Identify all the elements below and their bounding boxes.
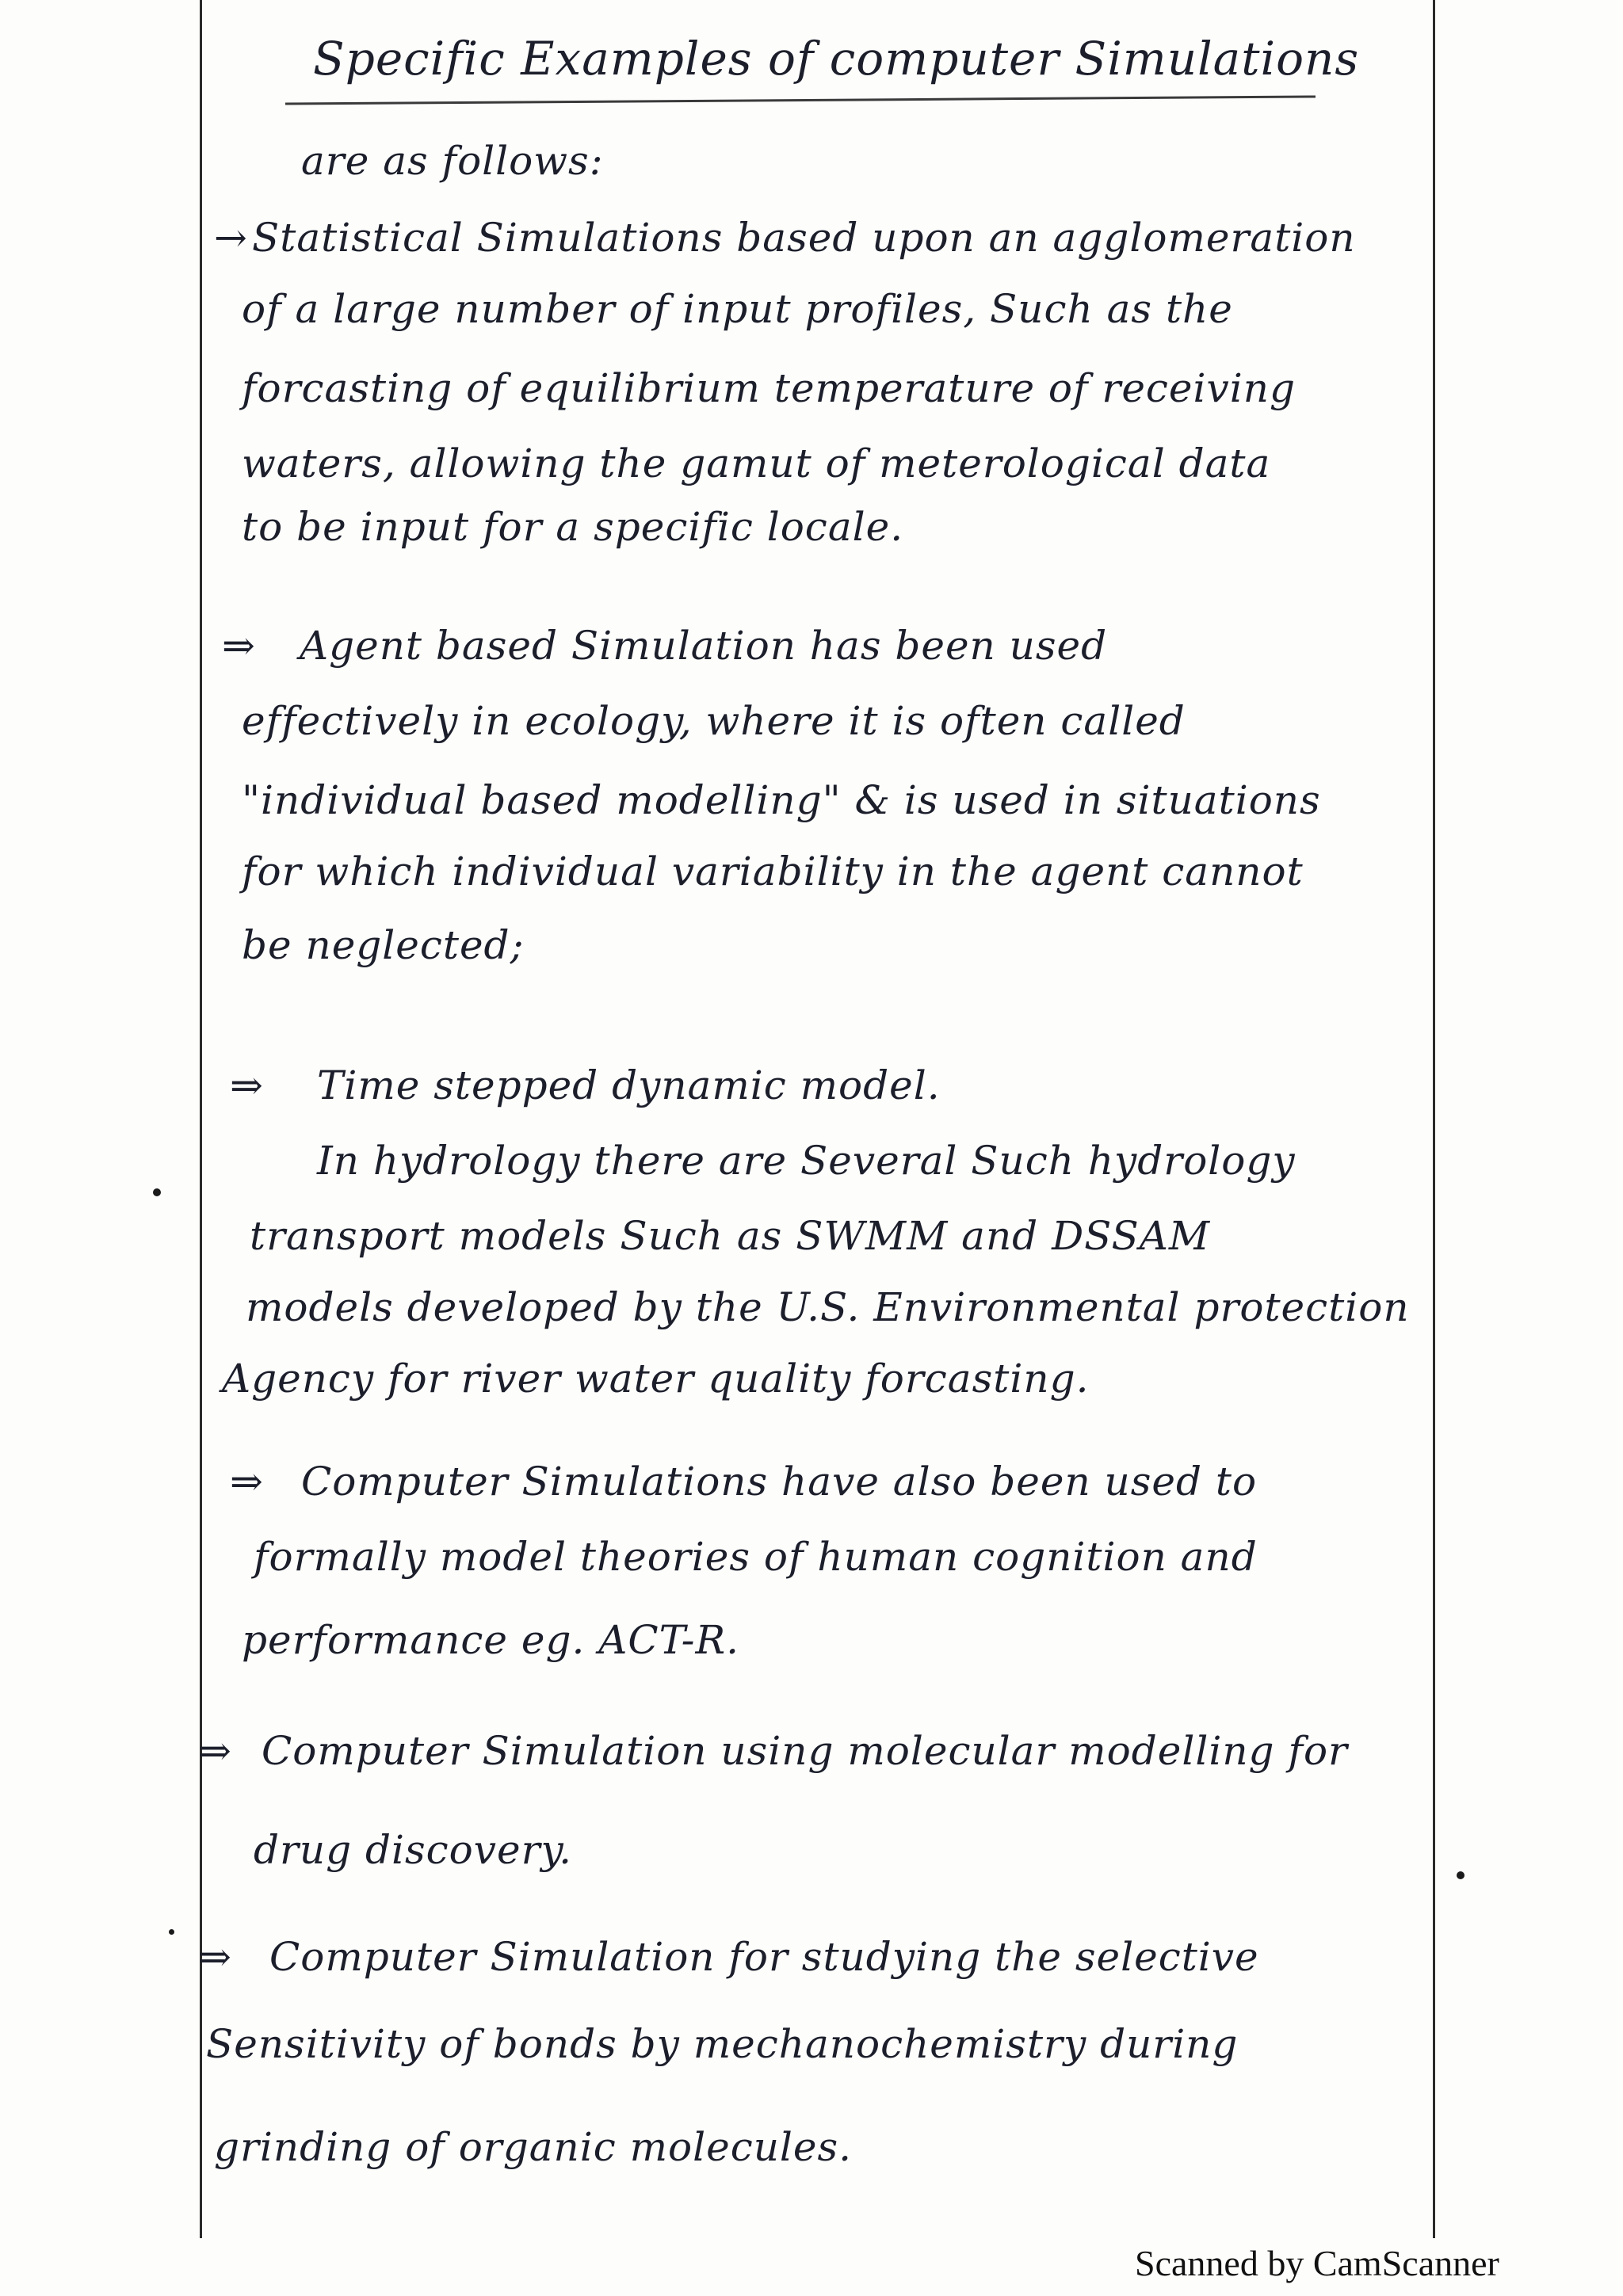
item-6-line-1: Computer Simulation for studying the selective [269,1934,1259,1980]
item-4-line-3: performance eg. ACT-R. [242,1617,740,1663]
item-1-line-4: waters, allowing the gamut of meterological data [242,441,1271,486]
item-5-marker: ⇒ [198,1728,232,1774]
item-3-line-1: Time stepped dynamic model. [317,1062,941,1108]
page-title: Specific Examples of computer Simulations [313,32,1360,86]
item-1-line-5: to be input for a specific locale. [242,504,904,550]
item-2-line-2: effectively in ecology, where it is often called [242,698,1186,744]
left-margin-line [200,0,202,2238]
scan-speck [169,1929,174,1935]
item-4-line-1: Computer Simulations have also been used to [301,1459,1258,1505]
item-6-line-3: grinding of organic molecules. [214,2124,853,2170]
item-3-line-4: models developed by the U.S. Environmental protection [246,1284,1410,1330]
item-5-line-2: drug discovery. [254,1827,573,1873]
item-6-line-2: Sensitivity of bonds by mechanochemistry during [206,2021,1239,2067]
item-4-marker: ⇒ [230,1459,264,1505]
scan-speck [1457,1871,1465,1879]
item-6-marker: ⇒ [198,1934,232,1980]
item-1-marker: → [214,215,248,261]
item-3-line-5: Agency for river water quality forcasting. [222,1356,1090,1402]
item-1-line-3: forcasting of equilibrium temperature of receiving [242,365,1296,411]
item-1-line-1: Statistical Simulations based upon an agglomeration [252,215,1356,261]
item-1-line-2: of a large number of input profiles, Such as the [242,286,1233,332]
item-2-line-5: be neglected; [242,922,525,968]
item-4-line-2: formally model theories of human cognition and [254,1534,1258,1580]
right-margin-line [1433,0,1435,2238]
item-5-line-1: Computer Simulation using molecular modelling for [262,1728,1348,1774]
item-3-line-3: transport models Such as SWMM and DSSAM [250,1213,1211,1259]
item-2-line-3: "individual based modelling" & is used in situations [242,777,1321,823]
item-2-marker: ⇒ [222,623,256,669]
item-2-line-4: for which individual variability in the agent cannot [242,849,1304,894]
item-3-marker: ⇒ [230,1062,264,1108]
scan-speck [153,1188,161,1196]
intro-line: are as follows: [301,138,604,184]
item-2-line-1: Agent based Simulation has been used [300,623,1108,669]
scanner-watermark: Scanned by CamScanner [1135,2243,1499,2283]
title-underline [285,95,1316,105]
item-3-line-2: In hydrology there are Several Such hydrology [317,1138,1296,1184]
